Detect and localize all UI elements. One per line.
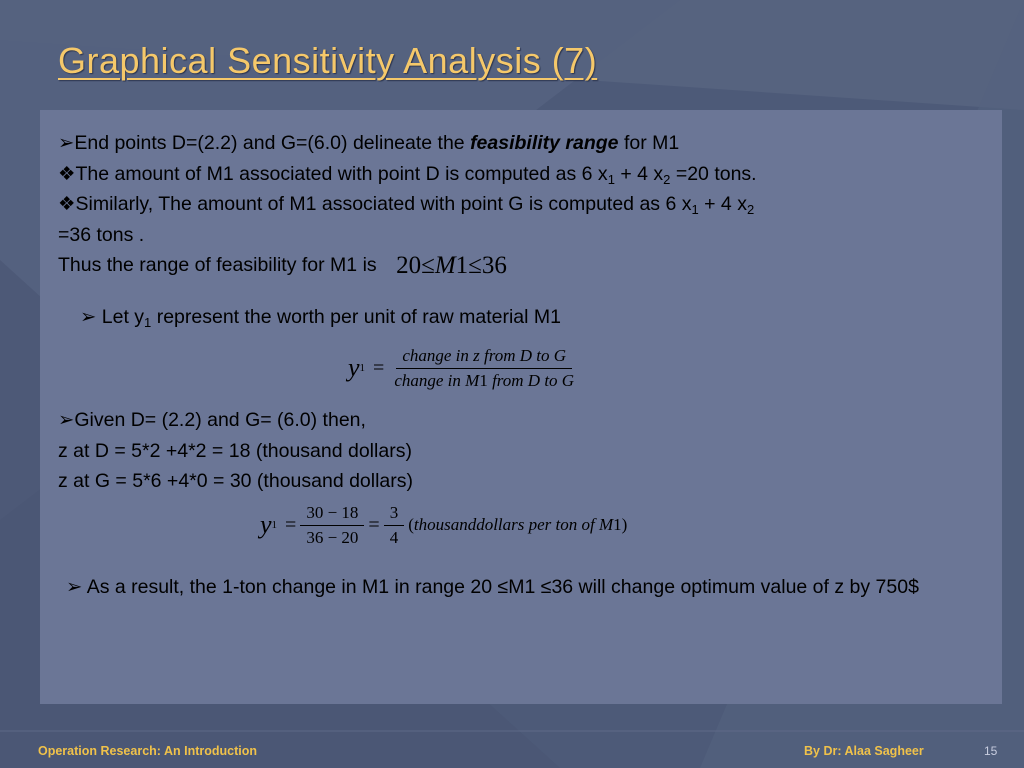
point-m1-at-d: ❖The amount of M1 associated with point D is computed as 6 $x_1 + 4$ $x_2 =20$ tons. [58,162,757,187]
z-at-g: z at G = 5*6 +4*0 = 30 (thousand dollars) [58,470,414,492]
z-at-d: z at D = 5*2 +4*2 = 18 (thousand dollars) [58,439,412,462]
arrow-bullet-icon: ➢ [80,305,97,328]
diamond-bullet-icon: ❖ [58,162,76,185]
arrow-bullet-icon: ➢ [66,575,83,598]
arrow-bullet-icon: ➢ [58,409,75,431]
page-number: 15 [984,744,998,758]
diamond-bullet-icon: ❖ [58,193,76,215]
point-given-d-g: ➢Given D= (2.2) and G= (6.0) then, [58,409,366,431]
point-feasibility-range: ➢End points D=(2.2) and G=(6.0) delineate the feasibility range for M1 [58,132,680,154]
feasibility-inequality: 20≤M1≤36 [396,252,507,279]
footer-course-title: Operation Research: An Introduction [38,744,258,758]
range-of-feasibility: Thus the range of feasibility for M1 is 20≤M1≤36 [58,250,993,282]
equation-y1-definition: y 1 = $\frac{\text{change in z from D to G}}{\text{change in M1 from D to G}}$ [348,346,575,390]
arrow-bullet-icon: ➢ [58,132,75,154]
slide-content [58,128,993,602]
point-result: ➢ As a result, the 1-ton change in M1 in range 20 ≤M1 ≤36 will change optimum value of z by 750$ [66,575,919,598]
point-let-y1: ➢ Let $y_1$ represent the worth per unit of raw material M1 [80,305,561,330]
point-m1-at-g: ❖Similarly, The amount of M1 associated with point G is computed as 6 $x_1 + 4$ $x_2$ =36 tons . [58,193,755,246]
slide-title: Graphical Sensitivity Analysis (7) [58,40,598,81]
equation-y1-value: y 1 = $\frac{30 - 18}{36 - 20}$ = $\frac{3}{4}$ (thousanddollars per ton of M1) [260,502,628,547]
footer-author: By Dr: Alaa Sagheer [804,744,924,758]
